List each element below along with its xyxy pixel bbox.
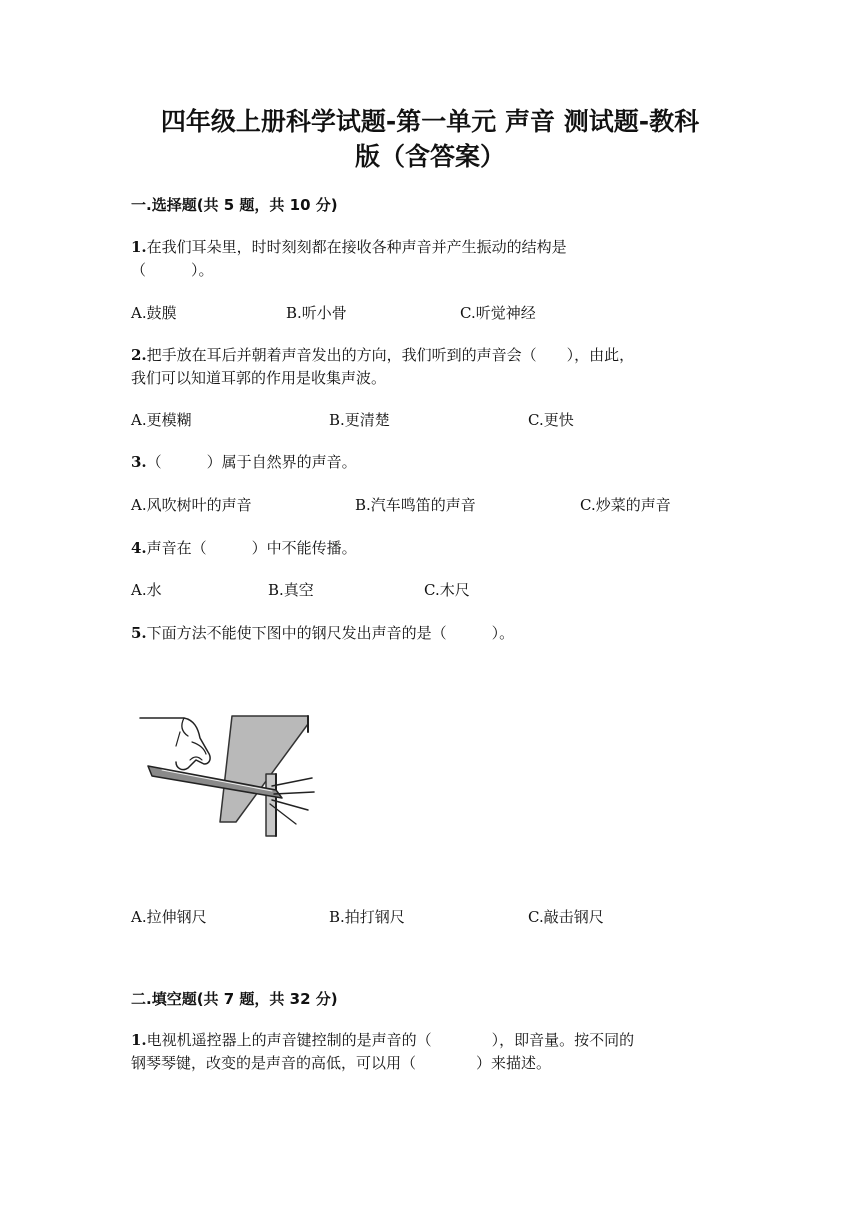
steel-ruler-figure bbox=[136, 702, 318, 842]
question-number: 1. bbox=[131, 238, 147, 256]
question-number: 2. bbox=[131, 346, 147, 364]
question-1 bbox=[131, 236, 567, 259]
option-a: A.鼓膜 bbox=[131, 304, 177, 322]
page-title-line1: 四年级上册科学试题-第一单元 声音 测试题-教科 bbox=[160, 107, 700, 136]
question-number: 4. bbox=[131, 539, 147, 557]
option-b: B.真空 bbox=[268, 581, 314, 599]
option-c: C.听觉神经 bbox=[460, 304, 536, 322]
option-b: B.更清楚 bbox=[329, 411, 390, 429]
option-a: A.风吹树叶的声音 bbox=[131, 496, 252, 514]
question-number: 1. bbox=[131, 1031, 147, 1049]
question-3 bbox=[131, 451, 357, 474]
question-text: 把手放在耳后并朝着声音发出的方向，我们听到的声音会（ ），由此， bbox=[146, 346, 635, 364]
option-a: A.拉伸钢尺 bbox=[131, 908, 207, 926]
option-a: A.水 bbox=[131, 581, 162, 599]
question-number: 5. bbox=[131, 624, 147, 642]
option-c: C.炒菜的声音 bbox=[580, 496, 671, 514]
question-2 bbox=[131, 344, 634, 367]
question-number: 3. bbox=[131, 453, 147, 471]
question-text: （ ）属于自然界的声音。 bbox=[146, 453, 357, 471]
section-heading-fill: 二.填空题(共 7 题，共 32 分) bbox=[131, 990, 338, 1008]
question-text: 电视机遥控器上的声音键控制的是声音的（ ），即音量。按不同的 bbox=[146, 1031, 635, 1049]
question-2-line2: 我们可以知道耳郭的作用是收集声波。 bbox=[131, 369, 387, 387]
section-heading-choice: 一.选择题(共 5 题，共 10 分) bbox=[131, 196, 338, 214]
page-title-line2: 版（含答案） bbox=[354, 142, 505, 171]
question-1-line2: （ ）。 bbox=[131, 261, 214, 279]
option-c: C.更快 bbox=[528, 411, 574, 429]
option-b: B.汽车鸣笛的声音 bbox=[355, 496, 476, 514]
question-4 bbox=[131, 537, 357, 560]
question-5 bbox=[131, 622, 514, 645]
option-c: C.木尺 bbox=[424, 581, 470, 599]
question-text: 下面方法不能使下图中的钢尺发出声音的是（ ）。 bbox=[146, 624, 515, 642]
fill-question-1-line2: 钢琴琴键，改变的是声音的高低，可以用（ ）来描述。 bbox=[131, 1054, 552, 1072]
fill-question-1 bbox=[131, 1029, 634, 1052]
option-b: B.拍打钢尺 bbox=[329, 908, 405, 926]
option-a: A.更模糊 bbox=[131, 411, 192, 429]
option-b: B.听小骨 bbox=[286, 304, 347, 322]
question-text: 在我们耳朵里，时时刻刻都在接收各种声音并产生振动的结构是 bbox=[146, 238, 567, 256]
question-text: 声音在（ ）中不能传播。 bbox=[146, 539, 357, 557]
option-c: C.敲击钢尺 bbox=[528, 908, 604, 926]
